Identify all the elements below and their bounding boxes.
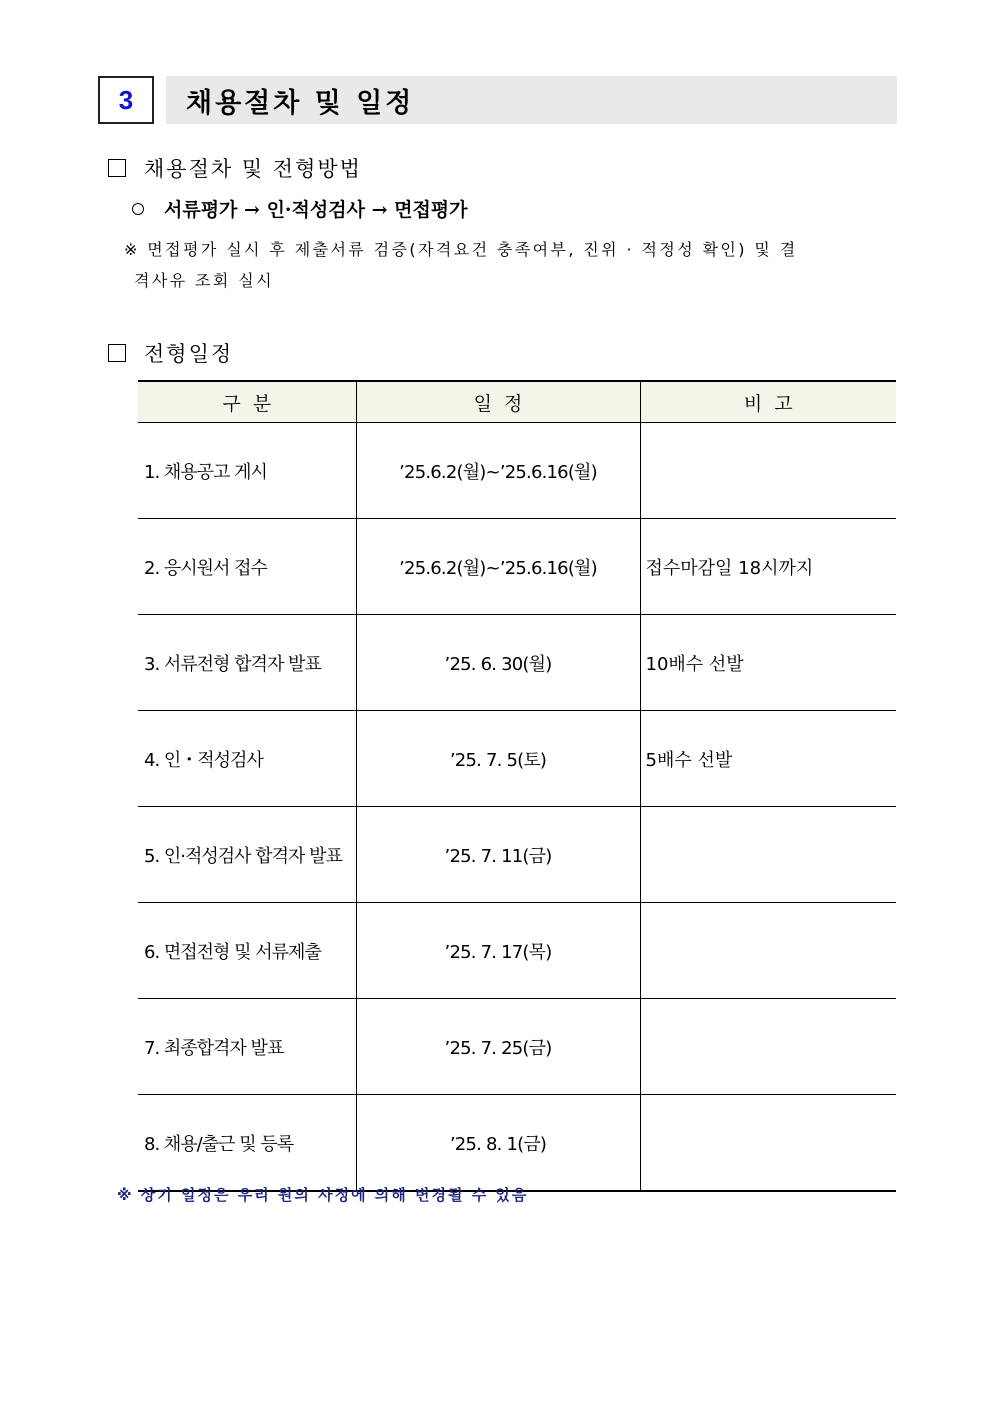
row-date: ’25.6.2(월)~’25.6.16(월) [356, 519, 640, 615]
section-title-bar [166, 76, 897, 124]
row-item: 8. 채용/출근 및 등록 [138, 1095, 356, 1192]
row-item: 7. 최종합격자 발표 [138, 999, 356, 1095]
row-date: ’25. 7. 25(금) [356, 999, 640, 1095]
row-remark: 접수마감일 18시까지 [640, 519, 896, 615]
row-item: 2. 응시원서 접수 [138, 519, 356, 615]
row-remark [640, 1095, 896, 1192]
procedure-note-line2: 격사유 조회 실시 [134, 271, 274, 290]
procedure-steps-text: 서류평가 → 인·적성검사 → 면접평가 [164, 199, 468, 221]
row-item: 4. 인・적성검사 [138, 711, 356, 807]
procedure-heading-text: 채용절차 및 전형방법 [144, 157, 362, 181]
row-date: ’25. 6. 30(월) [356, 615, 640, 711]
row-remark: 5배수 선발 [640, 711, 896, 807]
row-remark: 10배수 선발 [640, 615, 896, 711]
row-item: 6. 면접전형 및 서류제출 [138, 903, 356, 999]
table-row [138, 903, 896, 999]
row-date: ’25. 7. 5(토) [356, 711, 640, 807]
table-row [138, 615, 896, 711]
square-bullet-icon [108, 344, 126, 362]
table-header-row [138, 381, 896, 423]
section-number: 3 [118, 84, 134, 115]
procedure-note-line1: ※ 면접평가 실시 후 제출서류 검증(자격요건 충족여부, 진위 · 적정성 확인) 및 결 [124, 240, 798, 259]
row-item: 5. 인·적성검사 합격자 발표 [138, 807, 356, 903]
header-item: 구 분 [138, 381, 356, 423]
row-remark [640, 423, 896, 519]
table-row [138, 1095, 896, 1192]
table-row [138, 807, 896, 903]
row-date: ’25. 7. 11(금) [356, 807, 640, 903]
procedure-note [124, 234, 898, 296]
square-bullet-icon [108, 159, 126, 177]
section-title: 채용절차 및 일정 [186, 87, 415, 119]
procedure-steps [132, 195, 468, 222]
schedule-footnote: ※ 상기 일정은 우리 원의 사정에 의해 변경될 수 있음 [117, 1186, 529, 1204]
row-item: 3. 서류전형 합격자 발표 [138, 615, 356, 711]
schedule-heading [108, 338, 233, 368]
row-remark [640, 807, 896, 903]
schedule-table [138, 380, 896, 1192]
row-item: 1. 채용공고 게시 [138, 423, 356, 519]
row-remark [640, 999, 896, 1095]
table-row [138, 423, 896, 519]
circle-bullet-icon [132, 203, 144, 215]
header-remark: 비 고 [640, 381, 896, 423]
schedule-heading-text: 전형일정 [144, 342, 234, 366]
row-date: ’25. 7. 17(목) [356, 903, 640, 999]
row-date: ’25.6.2(월)~’25.6.16(월) [356, 423, 640, 519]
section-number-box [98, 76, 154, 124]
table-row [138, 999, 896, 1095]
procedure-heading [108, 153, 362, 183]
row-date: ’25. 8. 1(금) [356, 1095, 640, 1192]
table-row [138, 519, 896, 615]
table-row [138, 711, 896, 807]
row-remark [640, 903, 896, 999]
header-date: 일 정 [356, 381, 640, 423]
